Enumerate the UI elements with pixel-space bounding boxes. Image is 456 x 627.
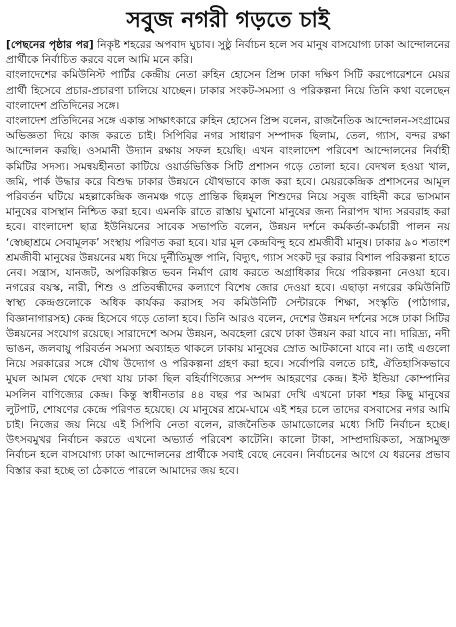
article-paragraph bbox=[6, 38, 450, 68]
article-paragraph-text: নিকৃষ্ট শহরের অপবাদ ঘুচাব। সুষ্ঠু নির্বাচন হলে সব মানুষ বাসযোগ্য ঢাকা আন্দোলনের প্রার্থীকে নির্বাচিত করবে বলে আমি মনে করি। bbox=[6, 39, 450, 67]
continued-from-label: [পেছনের পৃষ্ঠার পর] bbox=[6, 39, 94, 51]
article-paragraph: বাংলাদেশের কমিউনিস্ট পার্টির কেন্দ্রীয় নেতা রুহিন হোসেন প্রিন্স ঢাকা দক্ষিণ সিটি করপোরেশনে মেয়র প্রার্থী হিসেবে প্রচার-প্রচারণা চালিয়ে যাচ্ছেন। ঢাকার সংকট-সমস্যা ও পরিকল্পনা নিয়ে তিনি কথা বলেছেন বাংলাদেশ প্রতিদিনের সঙ্গে। bbox=[6, 69, 450, 112]
article-body bbox=[6, 38, 450, 479]
article-headline: সবুজ নগরী গড়তে চাই bbox=[126, 8, 330, 33]
article-paragraph: বাংলাদেশ প্রতিদিনের সঙ্গে একান্ত সাক্ষাৎকারে রুহিন হোসেন প্রিন্স বলেন, রাজনৈতিক আন্দোলন-সংগ্রামের অভিজ্ঞতা দিয়ে কাজ করতে চাই। সিপিবির নগর সাধারণ সম্পাদক ছিলাম, তেল, গ্যাস, বন্দর রক্ষা আন্দোলন করছি। ওসমানী উদ্যান রক্ষায় সফল হয়েছি। এখন বাংলাদেশ পরিবেশ আন্দোলনের নির্বাহী কমিটির সদস্য। সমন্বয়হীনতা কাটিয়ে ওয়ার্ডভিত্তিক সিটি প্রশাসন গড়ে তোলা হবে। বেদখল হওয়া খাল, জমি, পার্ক উদ্ধার করে বিশুদ্ধ ঢাকার উন্নয়নে যৌথভাবে কাজ করা হবে। মেয়রকেন্দ্রিক প্রশাসনের আমূল পরিবর্তন ঘটিয়ে মহল্লাকেন্দ্রিক জনমঞ্চ গড়ে প্রান্তিক ছিন্নমূল শিশুদের নিয়ে সবুজ বাহিনী করে ভাসমান মানুষের বাসস্থান নিশ্চিত করা হবে। এমনকি রাতে রাস্তায় ঘুমানো মানুষের জন্য নিরাপদ খাদ্য সরবরাহ করা হবে। বাংলাদেশ ছাত্র ইউনিয়নের সাবেক সভাপতি বলেন, উন্নয়ন দর্শনে কর্মকর্তা-কর্মচারী পালন নয় ‘স্বেচ্ছাশ্রমে সেবামূলক’ সংস্থায় পরিণত করা হবে। যার মূল কেন্দ্রবিন্দু হবে শ্রমজীবী মানুষ। ঢাকার ৯০ শতাংশ শ্রমজীবী মানুষের উন্নয়নের মধ্য দিয়ে দুর্নীতিমুক্ত পানি, বিদ্যুৎ, গ্যাস সংকট দূর করার বিশাল পরিকল্পনা হাতে নেব। সন্ত্রাস, যানজট, অপরিকল্পিত ভবন নির্মাণ রোধ করতে অগ্রাধিকার দিয়ে পরিকল্পনা নেওয়া হবে। নগরের বয়স্ক, নারী, শিশু ও প্রতিবন্ধীদের কল্যাণে বিশেষ জোর দেওয়া হবে। এছাড়া নগরের কমিউনিটি স্বাস্থ্য কেন্দ্রগুলোকে অধিক কার্যকর করাসহ সব কমিউনিটি সেন্টারকে শিক্ষা, সংস্কৃতি (পাঠাগার, বিজ্ঞানাগারসহ) কেন্দ্র হিসেবে গড়ে তোলা হবে। তিনি আরও বলেন, দেশের উন্নয়ন দর্শনের সঙ্গে ঢাকা সিটির উন্নয়নের সংযোগ রয়েছে। সারাদেশে অসম উন্নয়ন, অবহেলা রেখে ঢাকা উন্নয়ন করা যাবে না। দারিদ্র্য, নদী ভাঙন, জলবায়ু পরিবর্তন সমস্যা অব্যাহত থাকলে ঢাকায় মানুষের স্রোত আটকানো যাবে না। তাই এগুলো নিয়ে সরকারের সঙ্গে যৌথ উদ্যোগ ও পরিকল্পনা গ্রহণ করা হবে। সর্বোপরি বলতে চাই, ঐতিহাসিকভাবে মুঘল আমল থেকে দেখা যায় ঢাকা ছিল বহির্বাণিজ্যের সম্পদ আহরণের কেন্দ্র। ইস্ট ইন্ডিয়া কোম্পানির মসলিন বাণিজ্যের কেন্দ্র। কিন্তু স্বাধীনতার ৪৪ বছর পর আমরা দেখি এখনো ঢাকা শহর কিছু মানুষের লুটপাট, শোষণের কেন্দ্রে পরিণত হয়েছে। যে মানুষের শ্রমে-ঘামে এই শহর চলে তাদের বসবাসের নগর আমি চাই। নিজের জয় নিয়ে এই সিপিবি নেতা বলেন, রাজনৈতিক ডামাডোলের মধ্যে সিটি নির্বাচন হচ্ছে। উৎসবমুখর নির্বাচন করতে এখনো অভ্যার্ত পরিবেশ কাটেনি। কালো টাকা, সাম্প্রদায়িকতা, সন্ত্রাসমুক্ত নির্বাচন হলে বাসযোগ্য ঢাকা আন্দোলনের প্রার্থীকে সবাই বেছে নেবেন। নির্বাচনের আগে যে ধরনের প্রভাব বিস্তার করা হচ্ছে তা ঠেকাতে পারলে আমাদের জয় হবে। bbox=[6, 115, 450, 477]
